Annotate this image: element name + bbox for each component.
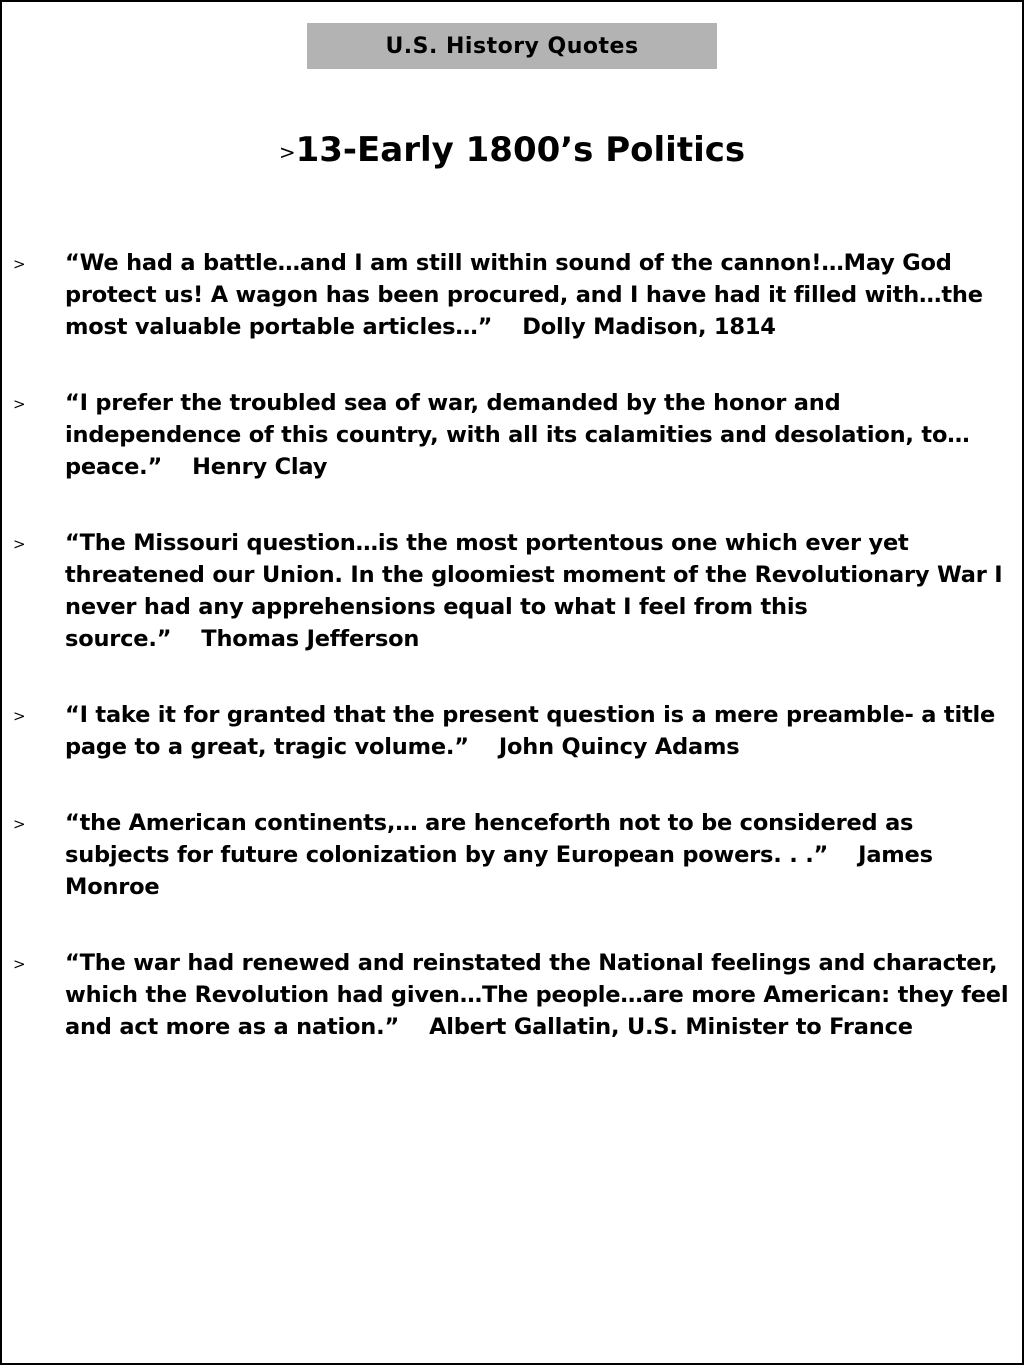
bullet-icon: > bbox=[13, 815, 26, 833]
quote-item-dolly-madison bbox=[2, 247, 1022, 343]
quote-attribution: Dolly Madison, 1814 bbox=[522, 314, 776, 340]
quote-text: “the American continents,… are henceforth not to be considered as subjects for future colonization by any European powers. . .” bbox=[65, 810, 914, 868]
quote-text: “We had a battle…and I am still within sound of the cannon!…May God protect us! A wagon has been procured, and I have had it filled with…the most valuable portable articles…” bbox=[65, 250, 983, 340]
quote-attribution: Thomas Jefferson bbox=[201, 626, 420, 652]
quote-attribution: Henry Clay bbox=[192, 454, 328, 480]
quote-item-john-quincy-adams bbox=[2, 699, 1022, 763]
page-title bbox=[2, 130, 1022, 172]
header-banner bbox=[307, 23, 717, 69]
title-text: 13-Early 1800’s Politics bbox=[295, 130, 746, 170]
quote-attribution: John Quincy Adams bbox=[498, 734, 740, 760]
quote-item-albert-gallatin bbox=[2, 947, 1022, 1043]
quote-attribution: James Monroe bbox=[65, 842, 933, 900]
bullet-icon: > bbox=[13, 255, 26, 273]
quote-item-james-monroe bbox=[2, 807, 1022, 903]
quote-item-henry-clay bbox=[2, 387, 1022, 483]
quote-text: “The war had renewed and reinstated the National feelings and character, which the Revolution had given…The people…are more American: they feel and act more as a nation.” bbox=[65, 950, 1009, 1040]
quote-list bbox=[2, 247, 1022, 1087]
quote-text: “The Missouri question…is the most portentous one which ever yet threatened our Union. In the gloomiest moment of the Revolutionary War I never had any apprehensions equal to what I feel from this source.” bbox=[65, 530, 1003, 652]
quote-attribution: Albert Gallatin, U.S. Minister to France bbox=[429, 1014, 913, 1040]
quote-text: “I prefer the troubled sea of war, demanded by the honor and independence of this country, with all its calamities and desolation, to…peace.” bbox=[65, 390, 970, 480]
bullet-icon: > bbox=[13, 707, 26, 725]
bullet-icon: > bbox=[13, 535, 26, 553]
title-bullet-icon: > bbox=[278, 140, 296, 164]
header-label: U.S. History Quotes bbox=[385, 33, 639, 59]
quote-item-thomas-jefferson bbox=[2, 527, 1022, 655]
bullet-icon: > bbox=[13, 955, 26, 973]
bullet-icon: > bbox=[13, 395, 26, 413]
quote-text: “I take it for granted that the present question is a mere preamble- a title page to a great, tragic volume.” bbox=[65, 702, 996, 760]
